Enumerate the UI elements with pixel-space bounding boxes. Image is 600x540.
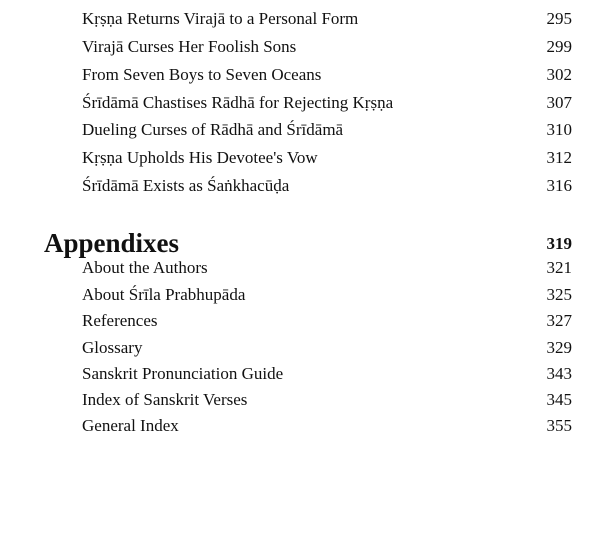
- toc-entry-title: Glossary: [82, 338, 143, 357]
- toc-entry-title: Dueling Curses of Rādhā and Śrīdāmā: [82, 120, 344, 139]
- toc-entry-title: References: [82, 311, 158, 330]
- toc-entry: [0, 145, 600, 171]
- toc-entry-title: Index of Sanskrit Verses: [82, 390, 248, 409]
- toc-entry-page: 302: [546, 65, 572, 84]
- toc-entry-title: General Index: [82, 416, 179, 435]
- toc-entry-page: 327: [546, 311, 572, 330]
- toc-entry-title: About the Authors: [82, 258, 208, 277]
- toc-entry: [0, 90, 600, 116]
- toc-entry-title: Śrīdāmā Exists as Śaṅkhacūḍa: [82, 176, 290, 195]
- toc-entry: [0, 335, 600, 361]
- toc-entry-title: Kṛṣṇa Returns Virajā to a Personal Form: [82, 9, 359, 28]
- toc-entry-page: 295: [546, 9, 572, 28]
- toc-entry-title: Sanskrit Pronunciation Guide: [82, 364, 284, 383]
- toc-entry-page: 325: [546, 285, 572, 304]
- toc-entry-page: 307: [546, 93, 572, 112]
- toc-entry-page: 343: [546, 364, 572, 383]
- toc-entry-page: 355: [546, 416, 572, 435]
- toc-entry-title: From Seven Boys to Seven Oceans: [82, 65, 322, 84]
- toc-entry-page: 329: [546, 338, 572, 357]
- section-heading-page: 319: [546, 234, 572, 253]
- toc-entry: [0, 282, 600, 308]
- toc-entry-title: Śrīdāmā Chastises Rādhā for Rejecting Kṛṣṇa: [82, 93, 394, 112]
- toc-entry: [0, 387, 600, 413]
- toc-entry-title: Kṛṣṇa Upholds His Devotee's Vow: [82, 148, 318, 167]
- toc-entry: [0, 173, 600, 199]
- toc-entry: [0, 255, 600, 281]
- toc-entry: [0, 34, 600, 60]
- toc-entry-page: 310: [546, 120, 572, 139]
- toc-entry: [0, 308, 600, 334]
- toc-entry: [0, 6, 600, 32]
- toc-entry: [0, 117, 600, 143]
- toc-entry-page: 312: [546, 148, 572, 167]
- toc-entry: [0, 62, 600, 88]
- toc-entry: [0, 361, 600, 387]
- section-heading-title: Appendixes: [44, 228, 180, 258]
- toc-entry-page: 321: [546, 258, 572, 277]
- toc-entry: [0, 413, 600, 439]
- toc-entry-title: Virajā Curses Her Foolish Sons: [82, 37, 297, 56]
- toc-entry-page: 299: [546, 37, 572, 56]
- toc-entry-page: 316: [546, 176, 572, 195]
- toc-entry-page: 345: [546, 390, 572, 409]
- toc-entry-title: About Śrīla Prabhupāda: [82, 285, 246, 304]
